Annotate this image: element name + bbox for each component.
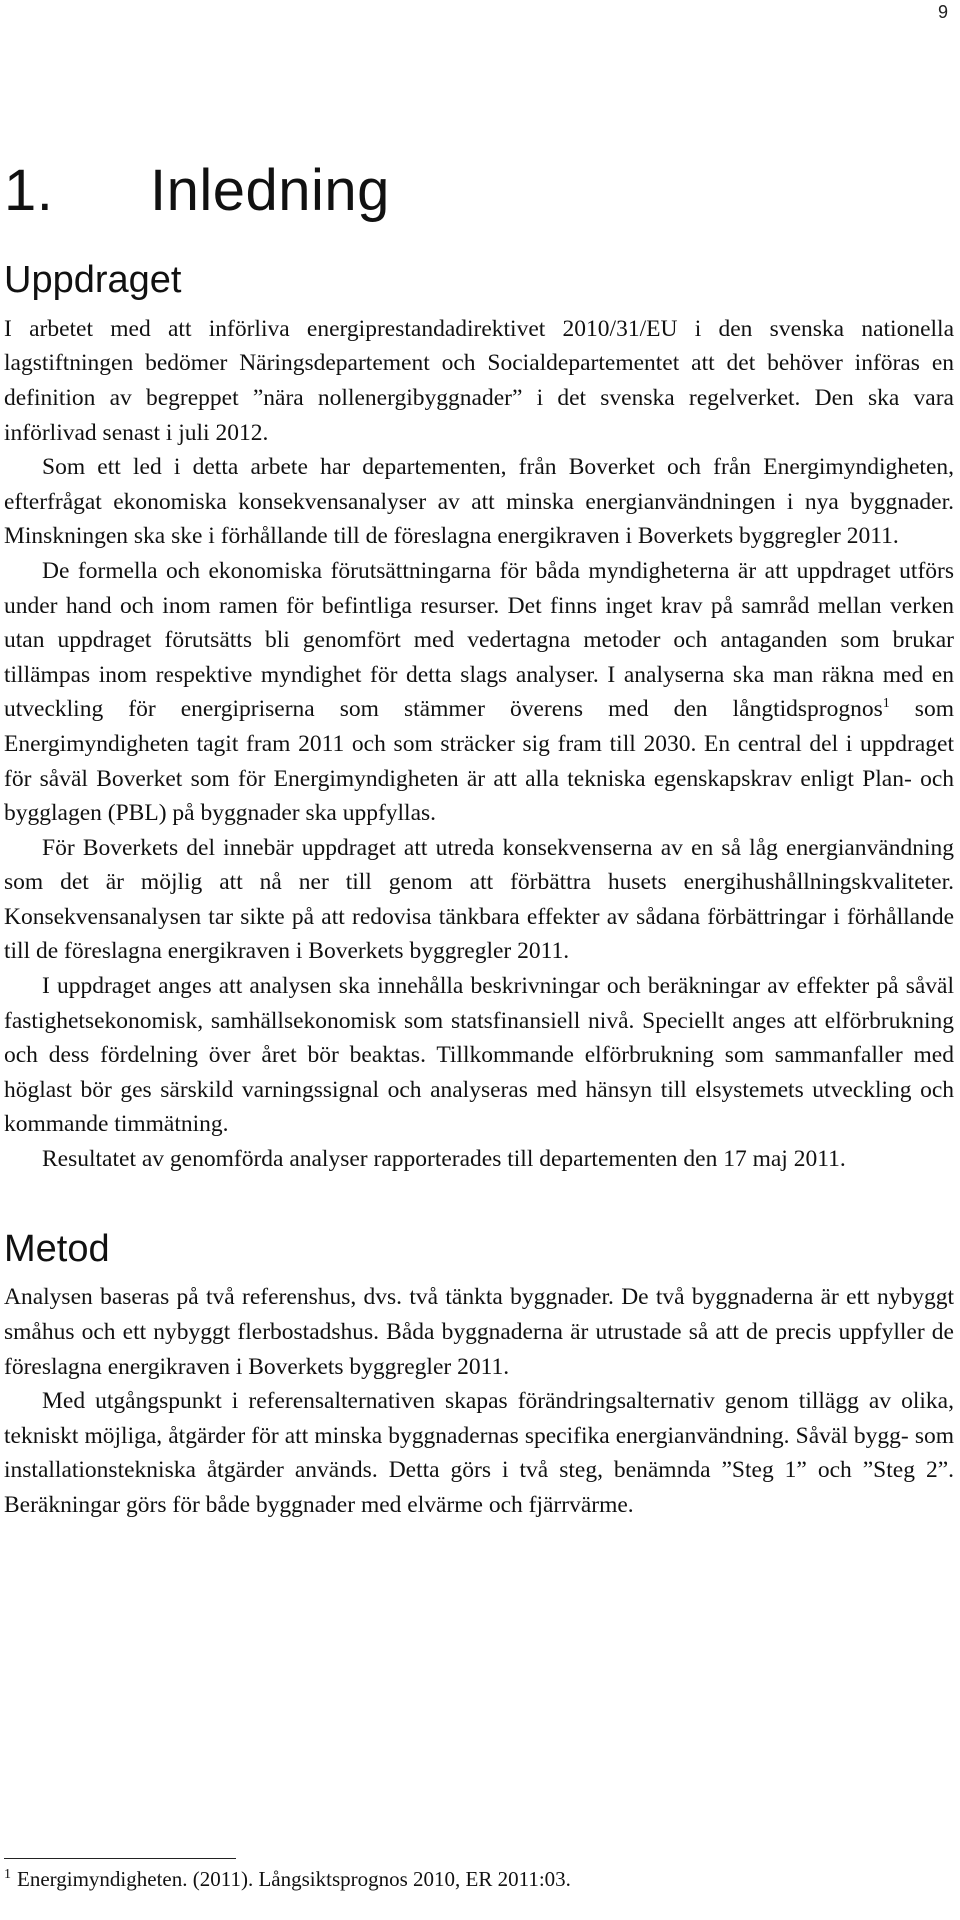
paragraph: Som ett led i detta arbete har departementen, från Boverket och från Energimyndigheten, efterfrågat ekonomiska konsekvensanalyser av att minska energianvändningen i nya byggnader. Minskningen ska ske i förhållande till de föreslagna energikraven i Boverkets byggregler 2011. bbox=[4, 454, 954, 550]
chapter-title-text: Inledning bbox=[150, 158, 390, 223]
footnote-mark: 1 bbox=[4, 1867, 11, 1882]
paragraph bbox=[4, 554, 954, 831]
page-number: 9 bbox=[937, 2, 948, 22]
paragraph: För Boverkets del innebär uppdraget att utreda konsekvenserna av en så låg energianvändning som det är möjlig att nå ner till genom att förbättra husets energihushållningskvaliteter. Konsekvensanalysen tar sikte på att redovisa tänkbara effekter av sådana förbättringar i förhållande till de föreslagna energikraven i Boverkets byggregler 2011. bbox=[4, 834, 954, 965]
page-content bbox=[4, 158, 954, 1523]
footnote-reference[interactable]: 1 bbox=[882, 696, 890, 712]
paragraph: Med utgångspunkt i referensalternativen skapas förändringsalternativ genom tillägg av olika, tekniskt möjliga, åtgärder för att minska byggnadernas specifika energianvändning. Såväl bygg- som installationstekniska åtgärder används. Detta görs i två steg, benämnda ”Steg 1” och ”Steg 2”. Beräkningar görs för både byggnader med elvärme och fjärrvärme. bbox=[4, 1388, 954, 1518]
section-heading-metod: Metod bbox=[4, 1227, 110, 1270]
footnote-text: Energimyndigheten. (2011). Långsiktsprognos 2010, ER 2011:03. bbox=[17, 1867, 571, 1891]
paragraph: I arbetet med att införliva energiprestandadirektivet 2010/31/EU i den svenska nationella lagstiftningen bedömer Näringsdepartement och Socialdepartementet att det behöver införas en definition av begreppet ”nära nollenergibyggnader” i det svenska regelverket. Den ska vara införlivad senast i juli 2012. bbox=[4, 315, 954, 446]
footnote-divider bbox=[4, 1858, 236, 1859]
paragraph-text: De formella och ekonomiska förutsättningarna för båda myndigheterna är att uppdraget utförs under hand och inom ramen för befintliga resurser. Det finns inget krav på samråd mellan verken utan uppdraget förutsätts bli genomfört med vedertagna metoder och antaganden som brukar tillämpas inom respektive myndighet för detta slags analyser. I analyserna ska man räkna med en utveckling för energipriserna som stämmer överens med den långtidsprognos bbox=[4, 557, 954, 723]
paragraph: Resultatet av genomförda analyser rapporterades till departementen den 17 maj 2011. bbox=[42, 1146, 846, 1173]
paragraph-text: som Energimyndigheten tagit fram 2011 och som sträcker sig fram till 2030. En central del i uppdraget för såväl Boverket som för Energimyndigheten är att alla tekniska egenskapskrav enligt Plan- och bygglagen (PBL) på byggnader ska uppfyllas. bbox=[4, 696, 954, 827]
footnote bbox=[4, 1866, 571, 1892]
chapter-number: 1. bbox=[4, 158, 54, 223]
paragraph: I uppdraget anges att analysen ska innehålla beskrivningar och beräkningar av effekter på såväl fastighetsekonomisk, samhällsekonomisk som statsfinansiell nivå. Speciellt anges att elförbrukning och dess fördelning över året bör beaktas. Tillkommande elförbrukning som sammanfaller med höglast bör ges särskild varningssignal och analyseras med hänsyn till elsystemets utveckling och kommande timmätning. bbox=[4, 973, 954, 1138]
chapter-title bbox=[4, 158, 954, 223]
section-heading-uppdraget: Uppdraget bbox=[4, 259, 182, 301]
paragraph: Analysen baseras på två referenshus, dvs. två tänkta byggnader. De två byggnaderna är ett nybyggt småhus och ett nybyggt flerbostadshus. Båda byggnaderna är utrustade så att de precis uppfyller de föreslagna energikraven i Boverkets byggregler 2011. bbox=[4, 1284, 954, 1380]
